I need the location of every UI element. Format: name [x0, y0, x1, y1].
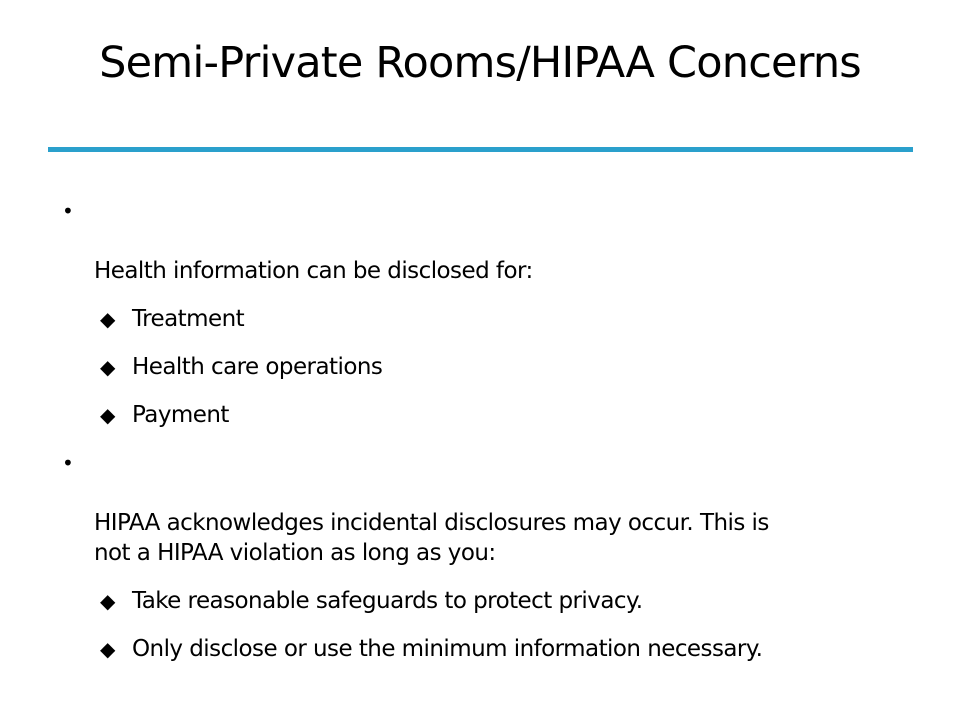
diamond-bullet-icon: ◆ [100, 589, 115, 613]
sub-bullet-item [62, 634, 922, 664]
bullet-item [62, 448, 922, 568]
bullet-dot-icon: • [62, 199, 74, 223]
sub-bullet-text: Health care operations [132, 354, 383, 380]
sub-bullet-text: Take reasonable safeguards to protect privacy. [132, 588, 643, 614]
bullet-text: HIPAA acknowledges incidental disclosures may occur. This is not a HIPAA violation as long as you: [94, 510, 769, 566]
sub-bullet-text: Only disclose or use the minimum information necessary. [132, 636, 763, 662]
diamond-bullet-icon: ◆ [100, 637, 115, 661]
bullet-text: Health information can be disclosed for: [94, 258, 533, 284]
slide-title: Semi-Private Rooms/HIPAA Concerns [99, 38, 861, 88]
sub-bullet-item [62, 586, 922, 616]
sub-bullet-item [62, 352, 922, 382]
slide-body [62, 196, 922, 664]
sub-bullet-item [62, 304, 922, 334]
sub-bullet-text: Payment [132, 402, 229, 428]
diamond-bullet-icon: ◆ [100, 355, 115, 379]
bullet-item [62, 196, 922, 286]
title-underline [48, 147, 913, 152]
sub-bullet-text: Treatment [132, 306, 245, 332]
sub-bullet-item [62, 400, 922, 430]
bullet-dot-icon: • [62, 451, 74, 475]
diamond-bullet-icon: ◆ [100, 403, 115, 427]
diamond-bullet-icon: ◆ [100, 307, 115, 331]
